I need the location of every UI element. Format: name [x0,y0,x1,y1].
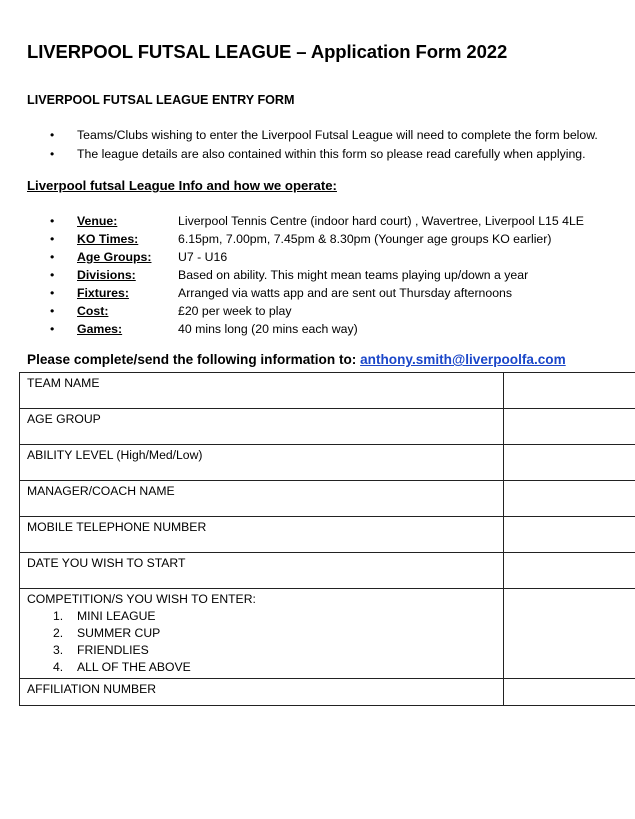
manager-name-field[interactable] [504,481,635,517]
start-date-field[interactable] [504,553,635,589]
field-label: AFFILIATION NUMBER [20,679,504,706]
field-label: DATE YOU WISH TO START [20,553,504,589]
page-title: LIVERPOOL FUTSAL LEAGUE – Application Form 2022 [27,41,508,62]
form-row-competitions [20,589,635,679]
info-value: Based on ability. This might mean teams playing up/down a year [178,268,529,282]
info-value: Arranged via watts app and are sent out Thursday afternoons [178,286,513,300]
competition-option: 3. FRIENDLIES [53,643,149,657]
info-value: 40 mins long (20 mins each way) [178,322,358,336]
form-row-mobile-number [20,517,635,553]
bullet-icon: • [50,304,55,318]
competition-option: 2. SUMMER CUP [53,626,161,640]
form-row-ability-level [20,445,635,481]
competitions-cell [20,589,504,679]
ability-level-field[interactable] [504,445,635,481]
bullet-icon: • [50,232,55,246]
bullet-icon: • [50,286,55,300]
info-value: U7 - U16 [178,250,228,264]
bullet-icon: • [50,268,55,282]
info-label: Fixtures: [77,286,129,300]
intro-bullet: • The league details are also contained within this form so please read carefully when applying. [50,145,598,164]
info-label: Games: [77,322,123,336]
age-group-field[interactable] [504,409,635,445]
bullet-icon: • [50,147,55,161]
info-label: Divisions: [77,268,136,282]
league-info-heading: Liverpool futsal League Info and how we operate: [27,178,337,193]
form-row-age-group [20,409,635,445]
affiliation-number-field[interactable] [504,679,635,706]
bullet-icon: • [50,250,55,264]
info-value: £20 per week to play [178,304,292,318]
entry-form-heading: LIVERPOOL FUTSAL LEAGUE ENTRY FORM [27,93,295,107]
intro-bullet: • Teams/Clubs wishing to enter the Liverpool Futsal League will need to complete the form below. [50,126,598,145]
competition-option: 4. ALL OF THE ABOVE [53,660,191,674]
field-label: COMPETITION/S YOU WISH TO ENTER: [27,592,256,606]
form-row-start-date [20,553,635,589]
info-label: Age Groups: [77,250,152,264]
field-label: AGE GROUP [20,409,504,445]
info-label: Cost: [77,304,109,318]
competition-option: 1. MINI LEAGUE [53,609,156,623]
info-label: KO Times: [77,232,139,246]
field-label: MOBILE TELEPHONE NUMBER [20,517,504,553]
bullet-icon: • [50,214,55,228]
field-label: ABILITY LEVEL (High/Med/Low) [20,445,504,481]
info-value: Liverpool Tennis Centre (indoor hard court) , Wavertree, Liverpool L15 4LE [178,214,585,228]
submission-instructions: Please complete/send the following information to: anthony.smith@liverpoolfa.com [27,352,566,367]
intro-bullet-list [50,126,598,164]
competition-options-list [27,608,496,676]
field-label: TEAM NAME [20,373,504,409]
bullet-icon: • [50,322,55,336]
competitions-field[interactable] [504,589,635,679]
team-name-field[interactable] [504,373,635,409]
form-row-affiliation [20,679,635,706]
form-row-team-name [20,373,635,409]
mobile-number-field[interactable] [504,517,635,553]
info-value: 6.15pm, 7.00pm, 7.45pm & 8.30pm (Younger age groups KO earlier) [178,232,552,246]
field-label: MANAGER/COACH NAME [20,481,504,517]
bullet-icon: • [50,128,55,142]
entry-form-table [19,372,635,706]
info-label: Venue: [77,214,118,228]
form-row-manager-name [20,481,635,517]
contact-email-link[interactable]: anthony.smith@liverpoolfa.com [360,352,566,367]
